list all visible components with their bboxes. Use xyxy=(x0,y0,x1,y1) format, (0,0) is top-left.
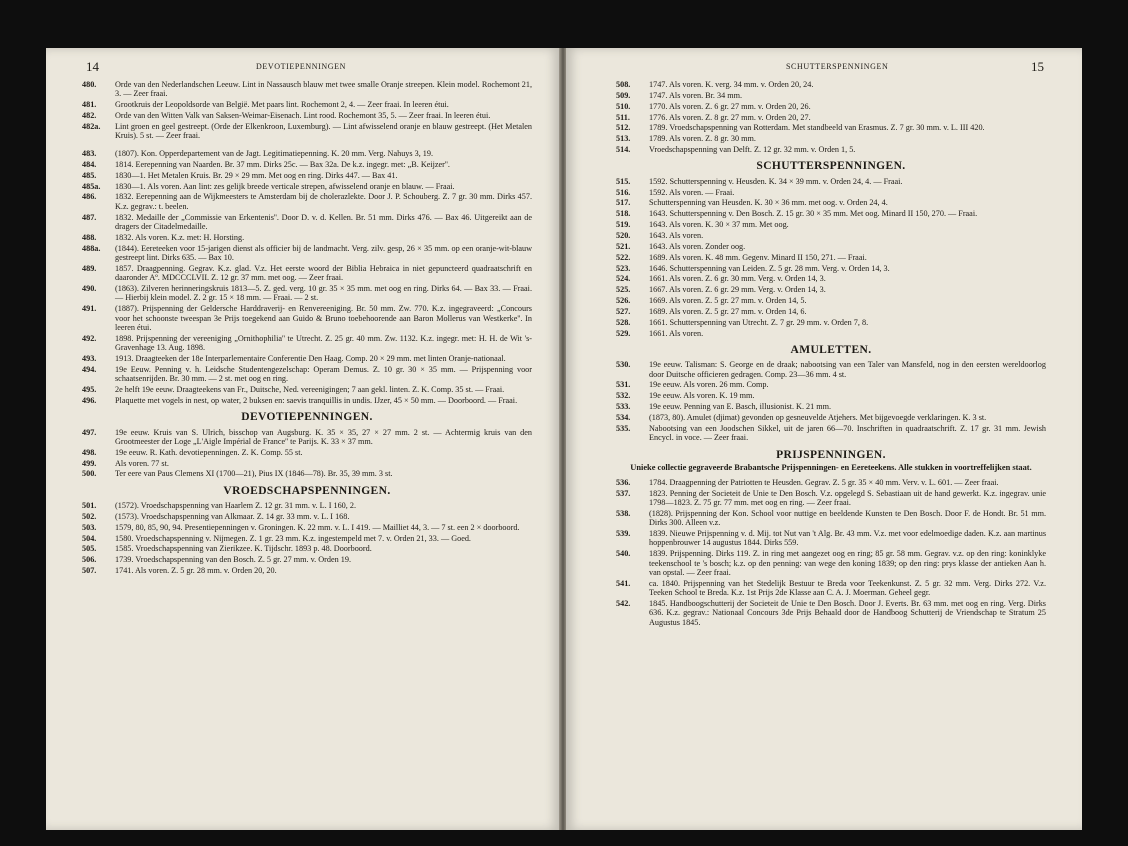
lot-description: 1857. Draagpenning. Gegrav. K.z. glad. V.z. Het eerste woord der Biblia Hebraica in niet gepuncteerd quadraatschrift en daaronder Aº. MDCCCLVII. Z. 12 gr. 37 mm. met oog. — Zeer fraai. xyxy=(115,263,532,283)
lot-description: 1789. Vroedschapspenning van Rotterdam. Met standbeeld van Erasmus. Z. 7 gr. 30 mm. v. L. III 420. xyxy=(649,123,985,133)
lot-description: 1832. Als voren. K.z. met: H. Horsting. xyxy=(115,232,245,242)
section-heading: PRIJSPENNINGEN. xyxy=(776,448,886,461)
catalogue-entry xyxy=(82,512,532,521)
lot-description: 1661. Als voren. xyxy=(649,328,704,338)
right-page xyxy=(566,48,1082,830)
catalogue-entry xyxy=(82,264,532,283)
left-page-text-column xyxy=(82,80,532,577)
catalogue-entry xyxy=(82,334,532,353)
lot-number: 527. xyxy=(616,306,631,316)
catalogue-entry xyxy=(616,177,1046,186)
catalogue-entry xyxy=(82,244,532,263)
catalogue-entry xyxy=(82,149,532,158)
lot-description: Grootkruis der Leopoldsorde van België. Met paars lint. Rochemont 2, 4. — Zeer fraai. In leeren étui. xyxy=(115,100,449,110)
lot-number: 540. xyxy=(616,549,631,559)
lot-description: 1689. Als voren. K. 48 mm. Gegenv. Minard II 150, 271. — Fraai. xyxy=(649,252,867,262)
lot-number: 522. xyxy=(616,252,631,262)
lot-number: 503. xyxy=(82,522,97,532)
catalogue-entry xyxy=(616,380,1046,389)
lot-description: (1887). Prijspenning der Geldersche Harddraverij- en Renvereeniging. Br. 50 mm. Zw. 770. K.z. ingegraveerd: „Concours voor het schoonste tweespan 3e Prijs toegekend aan Guido & Bruno toebehoorende aan Baron Mollerus van Westkerke''. In leeren étui. xyxy=(115,304,532,332)
lot-number: 521. xyxy=(616,241,631,251)
lot-number: 498. xyxy=(82,447,97,457)
lot-number: 517. xyxy=(616,198,631,208)
lot-number: 504. xyxy=(82,533,97,543)
lot-description: (1572). Vroedschapspenning van Haarlem Z. 12 gr. 31 mm. v. L. I 160, 2. xyxy=(115,501,356,511)
catalogue-entry xyxy=(82,304,532,332)
lot-description: Nabootsing van een Joodschen Sikkel, uit de jaren 66—70. Inschriften in quadraatschrift. Z. 17 gr. 31 mm. Jewish Encycl. in voce. — Zeer fraai. xyxy=(649,423,1046,443)
catalogue-entry xyxy=(616,113,1046,122)
catalogue-entry xyxy=(82,555,532,564)
lot-number: 520. xyxy=(616,230,631,240)
catalogue-entry xyxy=(82,354,532,363)
lot-number: 536. xyxy=(616,477,631,487)
lot-description: Schutterspenning van Heusden. K. 30 × 36 mm. met oog. v. Orden 24, 4. xyxy=(649,198,888,208)
catalogue-entry xyxy=(616,91,1046,100)
catalogue-entry xyxy=(82,396,532,405)
lot-number: 497. xyxy=(82,427,97,437)
lot-description: 1830—1. Het Metalen Kruis. Br. 29 × 29 mm. Met oog en ring. Dirks 447. — Bax 41. xyxy=(115,170,398,180)
page-number: 15 xyxy=(1031,59,1044,74)
lot-description: ca. 1840. Prijspenning van het Stedelijk Bestuur te Breda voor Teekenkunst. Z. 5 gr. 32 mm. Verg. Dirks 272. V.z. Teeken School te Breda. K.z. 1st Prijs 2de Klasse aan C. A. J. Moerman. Geheel gegr. xyxy=(649,578,1046,598)
lot-number: 541. xyxy=(616,578,631,588)
lot-number: 490. xyxy=(82,284,97,294)
lot-number: 511. xyxy=(616,112,630,122)
lot-description: 1667. Als voren. Z. 6 gr. 29 mm. Verg. v. Orden 14, 3. xyxy=(649,285,826,295)
section-heading: DEVOTIEPENNINGEN. xyxy=(241,411,373,424)
lot-number: 494. xyxy=(82,364,97,374)
lot-number: 533. xyxy=(616,402,631,412)
lot-number: 510. xyxy=(616,101,631,111)
catalogue-entry xyxy=(616,242,1046,251)
catalogue-entry xyxy=(616,220,1046,229)
lot-number: 525. xyxy=(616,285,631,295)
lot-number: 500. xyxy=(82,469,97,479)
catalogue-entry xyxy=(616,307,1046,316)
lot-description: (1844). Eereteeken voor 15-jarigen dienst als officier bij de landmacht. Verg. zilv. gesp, 26 × 35 mm. op een oranje-wit-blauw gestreept lint. Dirks 635. — Bax 10. xyxy=(115,243,532,262)
catalogue-entry xyxy=(616,188,1046,197)
catalogue-entry xyxy=(616,102,1046,111)
running-head: SCHUTTERSPENNINGEN xyxy=(786,62,889,71)
lot-number: 488. xyxy=(82,232,97,242)
lot-description: 1784. Draagpenning der Patriotten te Heusden. Gegrav. Z. 5 gr. 35 × 40 mm. Verv. v. L. 601. — Zeer fraai. xyxy=(649,477,999,487)
lot-description: 1592. Schutterspenning v. Heusden. K. 34 × 39 mm. v. Orden 24, 4. — Fraai. xyxy=(649,176,903,186)
lot-number: 529. xyxy=(616,328,631,338)
lot-description: Ter eere van Paus Clemens XI (1700—21), Pius IX (1846—78). Br. 35, 39 mm. 3 st. xyxy=(115,469,393,479)
catalogue-entry xyxy=(616,198,1046,207)
catalogue-entry xyxy=(616,274,1046,283)
lot-number: 488a. xyxy=(82,243,101,253)
lot-number: 505. xyxy=(82,544,97,554)
lot-number: 507. xyxy=(82,566,97,576)
catalogue-entry xyxy=(82,192,532,211)
catalogue-entry xyxy=(82,171,532,180)
lot-number: 528. xyxy=(616,317,631,327)
catalogue-entry xyxy=(616,413,1046,422)
lot-description: 19e eeuw. Als voren. 26 mm. Comp. xyxy=(649,380,769,390)
catalogue-entry xyxy=(82,534,532,543)
lot-number: 495. xyxy=(82,384,97,394)
entry-spacer xyxy=(82,142,532,149)
lot-number: 480. xyxy=(82,80,97,89)
lot-number: 506. xyxy=(82,555,97,565)
left-page xyxy=(46,48,560,830)
lot-description: Orde van den Witten Valk van Saksen-Weimar-Eisenach. Lint rood. Rochemont 35, 5. — Zeer fraai. In leeren étui. xyxy=(115,111,491,121)
lot-number: 484. xyxy=(82,159,97,169)
catalogue-entry xyxy=(616,329,1046,338)
lot-description: 1898. Prijspenning der vereeniging „Ornithophilia'' te Utrecht. Z. 25 gr. 40 mm. Zw. 1132. K.z. ingegr. met: H. H. de Wit 's-Gravenhage 13. Aug. 1898. xyxy=(115,333,532,353)
lot-description: 1913. Draagteeken der 18e Interparlementaire Conferentie Den Haag. Comp. 20 × 29 mm. met linten Oranje-nationaal. xyxy=(115,353,506,363)
lot-number: 514. xyxy=(616,145,631,155)
lot-description: Lint groen en geel gestreept. (Orde der Elkenkroon, Luxemburg). — Lint afwisselend oranje en blauw gestreept. (Het Metalen Kruis). 5 st. — Zeer fraai. xyxy=(115,121,532,141)
lot-number: 508. xyxy=(616,80,631,89)
section-heading: SCHUTTERSPENNINGEN. xyxy=(756,160,906,173)
lot-number: 491. xyxy=(82,304,97,314)
lot-description: 1689. Als voren. Z. 5 gr. 27 mm. v. Orden 14, 6. xyxy=(649,306,807,316)
catalogue-entry xyxy=(82,523,532,532)
lot-number: 485a. xyxy=(82,181,101,191)
catalogue-entry xyxy=(82,544,532,553)
lot-number: 496. xyxy=(82,395,97,405)
lot-number: 482. xyxy=(82,111,97,121)
lot-description: (1807). Kon. Opperdepartement van de Jagt. Legitimatiepenning. K. 20 mm. Verg. Nahuys 3, 19. xyxy=(115,149,434,159)
lot-description: 1585. Vroedschapspenning van Zierikzee. K. Tijdschr. 1893 p. 48. Doorboord. xyxy=(115,544,372,554)
catalogue-entry xyxy=(82,111,532,120)
lot-number: 509. xyxy=(616,90,631,100)
section-subheading: Unieke collectie gegraveerde Brabantsche Prijspenningen- en Eereteekens. Alle stukken in voortreffelijken staat. xyxy=(630,462,1032,472)
lot-description: 1832. Medaille der „Commissie van Erkentenis''. Door D. v. d. Kellen. Br. 51 mm. Dirks 476. — Bax 46. Uitgereikt aan de dragers der Citadelmedaille. xyxy=(115,212,532,231)
lot-number: 501. xyxy=(82,501,97,511)
lot-description: 2e helft 19e eeuw. Draagteekens van Fr., Duitsche, Ned. vereenigingen; 7 aan gekl. linten. Z. K. Comp. 35 st. — Fraai. xyxy=(115,384,505,394)
lot-description: 19e eeuw. Kruis van S. Ulrich, bisschop van Augsburg. K. 35 × 35, 27 × 27 mm. 2 st. — Achtermig kruis van den Grootmeester der Loge „L'Aigle Impérial de France'' te Parijs. K. 33 × 37 mm. xyxy=(115,427,532,446)
catalogue-entry xyxy=(616,489,1046,508)
catalogue-entry xyxy=(82,80,532,99)
catalogue-entry xyxy=(616,424,1046,443)
lot-description: 1661. Als voren. Z. 6 gr. 30 mm. Verg. v. Orden 14, 3. xyxy=(649,274,826,284)
lot-number: 486. xyxy=(82,192,97,202)
lot-description: 1747. Als voren. Br. 34 mm. xyxy=(649,90,743,100)
lot-number: 519. xyxy=(616,220,631,230)
lot-description: 1643. Schutterspenning v. Den Bosch. Z. 15 gr. 30 × 35 mm. Met oog. Minard II 150, 270. — Fraai. xyxy=(649,209,978,219)
catalogue-entry xyxy=(616,579,1046,598)
catalogue-entry xyxy=(616,134,1046,143)
lot-number: 483. xyxy=(82,149,97,159)
catalogue-entry xyxy=(616,360,1046,379)
lot-description: 1747. Als voren. K. verg. 34 mm. v. Orden 20, 24. xyxy=(649,80,814,89)
catalogue-entry xyxy=(82,448,532,457)
lot-number: 531. xyxy=(616,380,631,390)
lot-description: 1830—1. Als voren. Aan lint: zes gelijk breede verticale strepen, afwisselend oranje en blauw. — Fraai. xyxy=(115,181,455,191)
catalogue-entry xyxy=(616,253,1046,262)
lot-number: 539. xyxy=(616,529,631,539)
lot-description: (1573). Vroedschapspenning van Alkmaar. Z. 14 gr. 33 mm. v. L. I 168. xyxy=(115,511,350,521)
catalogue-entry xyxy=(616,264,1046,273)
catalogue-entry xyxy=(616,391,1046,400)
lot-description: Orde van den Nederlandschen Leeuw. Lint in Nassausch blauw met twee smalle Oranje streepen. Klein model. Rochemont 21, 3. — Zeer fraai. xyxy=(115,80,532,99)
lot-number: 530. xyxy=(616,360,631,370)
catalogue-entry xyxy=(82,566,532,575)
catalogue-entry xyxy=(82,284,532,303)
lot-description: 1839. Prijspenning. Dirks 119. Z. in ring met aangezet oog en ring; 85 gr. 58 mm. Gegrav. v.z. op den ring: koninklyke teekenschool te 's bosch; k.z. op den penning: van wege den koning 1839; op den ring: prys klasse der antieken Aan h. van opstal. — Zeer fraai. xyxy=(649,549,1046,577)
catalogue-entry xyxy=(82,182,532,191)
lot-number: 492. xyxy=(82,333,97,343)
lot-number: 512. xyxy=(616,123,631,133)
lot-description: 19e eeuw. R. Kath. devotiepenningen. Z. K. Comp. 55 st. xyxy=(115,447,303,457)
right-page-text-column xyxy=(616,80,1046,629)
running-head: DEVOTIEPENNINGEN xyxy=(256,62,347,71)
catalogue-entry xyxy=(616,318,1046,327)
catalogue-entry xyxy=(82,501,532,510)
catalogue-entry xyxy=(616,231,1046,240)
catalogue-entry xyxy=(82,100,532,109)
lot-description: 1669. Als voren. Z. 5 gr. 27 mm. v. Orden 14, 5. xyxy=(649,296,807,306)
lot-description: (1828). Prijspenning der Kon. School voor nuttige en beeldende Kunsten te Den Bosch. Door F. de Hondt. Br. 51 mm. Dirks 300. Alleen v.z. xyxy=(649,508,1046,528)
lot-description: 1643. Als voren. K. 30 × 37 mm. Met oog. xyxy=(649,220,789,230)
lot-number: 524. xyxy=(616,274,631,284)
lot-description: 1832. Eerepenning aan de Wijkmeesters te Amsterdam bij de cholerazlekte. Door J. P. Schouberg. Z. 7 gr. 30 mm. Dirks 457. K.z. gegrav.: t. beelen. xyxy=(115,192,532,211)
catalogue-entry xyxy=(616,509,1046,528)
lot-description: 1580. Vroedschapspenning v. Nijmegen. Z. 1 gr. 23 mm. K.z. ingestempeld met 7. v. Orden 21, 33. — Goed. xyxy=(115,533,471,543)
catalogue-entry xyxy=(616,599,1046,627)
lot-number: 482a. xyxy=(82,121,101,131)
lot-number: 518. xyxy=(616,209,631,219)
catalogue-entry xyxy=(616,145,1046,154)
lot-description: 1579, 80, 85, 90, 94. Presentiepenningen v. Groningen. K. 22 mm. v. L. I 419. — Mailliet 44, 3. — 7 st. een 2 × doorboord. xyxy=(115,522,520,532)
lot-number: 487. xyxy=(82,212,97,222)
catalogue-entry xyxy=(82,365,532,384)
lot-number: 537. xyxy=(616,488,631,498)
lot-description: Plaquette met vogels in nest, op water, 2 buksen en: saevis tranquillis in undis. IJzer, 45 × 50 mm. — Doorboord. — Fraai. xyxy=(115,395,518,405)
catalogue-entry xyxy=(82,160,532,169)
section-heading: AMULETTEN. xyxy=(790,343,872,356)
lot-description: Als voren. 77 st. xyxy=(115,458,169,468)
catalogue-entry xyxy=(616,478,1046,487)
lot-description: 1814. Eerepenning van Naarden. Br. 37 mm. Dirks 25c. — Bax 32a. De k.z. ingegr. met: „B. Keijzer''. xyxy=(115,159,450,169)
lot-description: 1741. Als voren. Z. 5 gr. 28 mm. v. Orden 20, 20. xyxy=(115,566,277,576)
lot-description: 19e Eeuw. Penning v. h. Leidsche Studentengezelschap: Operam Demus. Z. 10 gr. 30 × 35 mm. — Prijspenning voor schaatsenrijden. Br. 30 mm. — 2 st. met oog en ring. xyxy=(115,364,532,384)
lot-number: 515. xyxy=(616,176,631,186)
lot-description: 1823. Penning der Societeit de Unie te Den Bosch. V.z. opgelegd S. Sebastiaan uit de hand gewerkt. K.z. ingegrav. unie 1798—1823. Z. 75 gr. 77 mm. met oog en ring. — Zeer fraai. xyxy=(649,488,1046,508)
catalogue-entry xyxy=(616,80,1046,89)
lot-description: 19e eeuw. Als voren. K. 19 mm. xyxy=(649,391,755,401)
lot-number: 523. xyxy=(616,263,631,273)
lot-description: 1643. Als voren. Zonder oog. xyxy=(649,241,746,251)
lot-description: 1646. Schutterspenning van Leiden. Z. 5 gr. 28 mm. Verg. v. Orden 14, 3. xyxy=(649,263,890,273)
catalogue-entry xyxy=(616,549,1046,577)
right-page-header xyxy=(566,59,1082,75)
lot-number: 516. xyxy=(616,187,631,197)
catalogue-entry xyxy=(82,213,532,232)
lot-description: (1863). Zilveren herinneringskruis 1813—5. Z. ged. verg. 10 gr. 35 × 35 mm. met oog en ring. Dirks 64. — Bax 33. — Fraai. — Hierbij klein model. Z. 2 gr. 15 × 18 mm. — Fraai. — 2 st. xyxy=(115,284,532,303)
lot-number: 489. xyxy=(82,263,97,273)
lot-number: 493. xyxy=(82,353,97,363)
lot-description: 1739. Vroedschapspenning van den Bosch. Z. 5 gr. 27 mm. v. Orden 19. xyxy=(115,555,351,565)
lot-description: 1661. Schutterspenning van Utrecht. Z. 7 gr. 29 mm. v. Orden 7, 8. xyxy=(649,317,869,327)
catalogue-entry xyxy=(82,459,532,468)
lot-number: 499. xyxy=(82,458,97,468)
lot-number: 542. xyxy=(616,598,631,608)
lot-number: 534. xyxy=(616,412,631,422)
lot-description: 1776. Als voren. Z. 8 gr. 27 mm. v. Orden 20, 27. xyxy=(649,112,811,122)
catalogue-entry xyxy=(616,529,1046,548)
lot-description: 1643. Als voren. xyxy=(649,230,704,240)
lot-number: 485. xyxy=(82,170,97,180)
lot-number: 532. xyxy=(616,391,631,401)
lot-number: 502. xyxy=(82,511,97,521)
lot-number: 513. xyxy=(616,134,631,144)
catalogue-entry xyxy=(82,469,532,478)
catalogue-entry xyxy=(616,123,1046,132)
left-page-header xyxy=(46,59,560,75)
catalogue-entry xyxy=(82,122,532,141)
lot-number: 538. xyxy=(616,508,631,518)
catalogue-entry xyxy=(616,296,1046,305)
lot-description: 19e eeuw. Talisman: S. George en de draak; nabootsing van een Taler van Mansfeld, nog in den eersten wereldoorlog door Duitsche officieren gedragen. Comp. 23—36 mm. 4 st. xyxy=(649,360,1046,379)
lot-number: 526. xyxy=(616,296,631,306)
lot-description: (1873, 80). Amulet (djimat) gevonden op gesneuvelde Atjehers. Met bijgevoegde verklaringen. K. 3 st. xyxy=(649,412,987,422)
lot-description: 1839. Nieuwe Prijspenning v. d. Mij. tot Nut van 't Alg. Br. 43 mm. V.z. met voor edelmoedige daden. K.z. aan martinus hoppenbrouwer 14 augustus 1844. Dirks 559. xyxy=(649,529,1046,548)
catalogue-entry xyxy=(616,285,1046,294)
lot-description: 19e eeuw. Penning van E. Basch, illusionist. K. 21 mm. xyxy=(649,402,832,412)
lot-number: 535. xyxy=(616,423,631,433)
catalogue-entry xyxy=(82,428,532,447)
lot-description: 1592. Als voren. — Fraai. xyxy=(649,187,735,197)
lot-description: 1789. Als voren. Z. 8 gr. 30 mm. xyxy=(649,134,756,144)
catalogue-entry xyxy=(82,385,532,394)
catalogue-entry xyxy=(616,209,1046,218)
section-heading: VROEDSCHAPSPENNINGEN. xyxy=(223,484,391,497)
lot-number: 481. xyxy=(82,100,97,110)
lot-description: 1770. Als voren. Z. 6 gr. 27 mm. v. Orden 20, 26. xyxy=(649,101,811,111)
page-number: 14 xyxy=(86,59,99,74)
lot-description: 1845. Handboogschutterij der Societeit de Unie te Den Bosch. Door J. Everts. Br. 63 mm. met oog en ring. Verg. Dirks 636. K.z. gegrav.: Nationaal Concours 3de Prijs Behaald door de Handboog Schutterij de Vriendschap te Stratum 25 Augustus 1845. xyxy=(649,598,1046,627)
lot-description: Vroedschapspenning van Delft. Z. 12 gr. 32 mm. v. Orden 1, 5. xyxy=(649,145,856,155)
catalogue-entry xyxy=(82,233,532,242)
catalogue-entry xyxy=(616,402,1046,411)
